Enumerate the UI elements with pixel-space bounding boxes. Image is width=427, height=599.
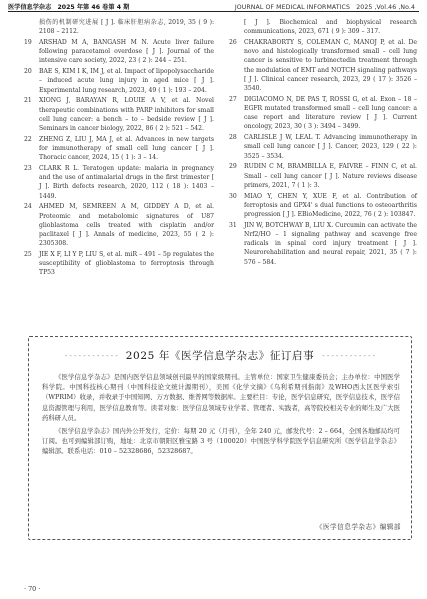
reference-item (24, 135, 214, 163)
reference-text: ARSHAD M A, BANGASH M N. Acute liver failure following paracetamol overdose [ J ]. Journal of the intensive care society, 2022, 23 ( 2 ): 244 – 251. (39, 39, 214, 65)
reference-text: CLARK R L. Teratogen update: malaria in pregnancy and the use of antimalarial drugs in the first trimester [ J ]. Birth defects research, 2020, 112 ( 18 ): 1403 – 1449. (39, 165, 214, 200)
notice-title (28, 348, 412, 363)
reference-number: 30 (229, 192, 237, 200)
reference-item (229, 95, 417, 132)
reference-item (229, 162, 417, 190)
title-decoration-right: - - - - - - - - - - - - (322, 351, 376, 360)
reference-number: 19 (24, 39, 32, 46)
running-header (0, 0, 427, 16)
reference-text: JIN W, BOTCHWAY B, LIU X. Curcumin can activate the Nrf2/HO – 1 signaling pathway and scavenge free radicals in spinal cord injury treatment [ J ]. Neurorehabilitation and neural repair, 2021, 35 ( 7 ): 576 – 584. (244, 221, 417, 266)
reference-item (229, 221, 417, 267)
reference-item (24, 202, 214, 248)
reference-item (229, 133, 417, 161)
reference-number: 21 (24, 97, 32, 105)
reference-number: 20 (24, 68, 32, 76)
reference-number: 23 (24, 165, 32, 173)
reference-item (24, 67, 214, 95)
journal-title-cn: 医学信息学杂志 2025 年第 46 卷第 4 期 (8, 4, 130, 11)
reference-number: 27 (229, 95, 237, 103)
reference-item (229, 38, 417, 93)
reference-text: CARLISLE J W, LEAL T. Advancing immunotherapy in small cell lung cancer [ J ]. Cancer, 2023, 129 ( 22 ): 3525 – 3534. (244, 134, 417, 160)
reference-number: 31 (229, 221, 237, 229)
reference-item (24, 96, 214, 133)
reference-number: 29 (229, 163, 237, 171)
reference-number: 25 (24, 251, 32, 259)
header-rule (8, 11, 419, 12)
reference-text: 损伤的机制研究进展 [ J ]. 临床肝胆病杂志, 2019, 35 ( 9 ): 2108 – 2112. (39, 19, 214, 36)
reference-item (24, 250, 214, 278)
notice-paragraph: 《医学信息学杂志》是国内医学信息领域创刊最早的国家级期刊。主管单位：国家卫生健康委员会；主办单位：中国医学科学院。中国科技核心期刊（中国科技论文统计源期刊），美国《化学文摘》《乌利希期刊指南》及WHO西太区医学索引（WPRIM）收录，并收录于中国知网、万方数据、维普网等数据库。主要栏目：专论，医学信息研究，医学信息技术，医学信息资源管理与利用，医学信息教育等。读者对象：医学信息领域专业学者、管理者、实践者，高等院校相关专业的师生及广大医药科研人员。 (42, 373, 400, 422)
reference-item (24, 18, 214, 36)
reference-item (229, 192, 417, 220)
reference-text: MIAO Y, CHEN Y, XUE F, et al. Contribution of ferroptosis and GPX4' s dual functions to osteoarthritis progression [ J ]. EBioMedicine, 2022, 76 ( 2 ): 103847. (244, 192, 417, 219)
reference-item (24, 38, 214, 66)
notice-body (42, 372, 400, 460)
reference-text: RUDIN C M, BRAMBILLA E, FAIVRE – FINN C, et al. Small – cell lung cancer [ J ]. Nature reviews disease primers, 2021, 7 ( 1 ): 3. (244, 163, 417, 189)
reference-number: 28 (229, 134, 237, 142)
reference-text: ZHENG Z, LIU J, MA J, et al. Advances in new targets for immunotherapy of small cell lung cancer [ J ]. Thoracic cancer, 2024, 15 ( 1 ): 3 – 14. (39, 135, 214, 162)
reference-text: CHAKRABORTY S, COLEMAN C, MANOJ P, et al. De novo and histologically transformed small – cell lung cancer is sensitive to lurbinectedin treatment through the modulation of EMT and NOTCH signaling pathways [ J ]. Clinical cancer research, 2023, 29 ( 17 ): 3526 – 3540. (244, 39, 417, 93)
reference-text: XIONG J, BARAYAN R, LOUIE A V, et al. Novel therapeutic combinations with PARP inhibitors for small cell lung cancer: a bench – to – bedside review [ J ]. Seminars in cancer biology, 2022, 86 ( 2 ): 521 – 542. (39, 97, 214, 133)
reference-text: BAE S, KIM I K, IM J, et al. Impact of lipopolysaccharide – induced acute lung injury in aged mice [ J ]. Experimental lung research, 2023, 49 ( 1 ): 193 – 204. (39, 68, 214, 94)
references-right-column (229, 18, 417, 268)
reference-text: AHMED M, SEMREEN A M, GIDDEY A D, et al. Proteomic and metabolomic signatures of U87 glioblastoma cells treated with cisplatin and/or paclitaxel [ J ]. Annals of medicine, 2023, 55 ( 2 ): 2305308. (39, 203, 214, 248)
notice-paragraph: 《医学信息学杂志》国内外公开发行，定价：每期 20 元（月刊），全年 240 元，邮发代号：2 – 664，全国各地邮局均可订阅。也可到编辑部订购，地址：北京市朝阳区雅宝路 3 号（100020）中国医学科学院医学信息研究所《医学信息学杂志》编辑部。联系电话：010 – 52328686，52328687。 (42, 427, 400, 456)
reference-item (24, 164, 214, 201)
title-decoration-left: - - - - - - - - - - - - (64, 351, 118, 360)
reference-item (229, 18, 417, 36)
reference-text: DIGIACOMO N, DE PAS T, ROSSI G, et al. Exon – 18 – EGFR mutated transformed small – cell lung cancer: a case report and literature review [ J ]. Current oncology, 2023, 30 ( 3 ): 3494 – 3499. (244, 95, 417, 131)
reference-number: 26 (229, 39, 237, 46)
page-number: · 70 · (24, 585, 41, 593)
references-left-column (24, 18, 214, 279)
notice-title-text: 2025 年《医学信息学杂志》征订启事 (125, 350, 315, 362)
reference-number: 24 (24, 203, 32, 211)
reference-text: JIE X F, LI Y P, LIU S, et al. miR – 491 – 5p regulates the susceptibility of glioblastoma to ferroptosis through TP53 (39, 251, 214, 277)
reference-text: [ J ]. Biochemical and biophysical research communications, 2023, 671 ( 9 ): 309 – 317. (244, 19, 417, 36)
reference-number: 22 (24, 135, 32, 143)
journal-title-en: JOURNAL OF MEDICAL INFORMATICS 2025 ,Vol.46 ,No.4 (234, 4, 415, 11)
notice-signature: 《医学信息学杂志》编辑部 (315, 523, 401, 531)
